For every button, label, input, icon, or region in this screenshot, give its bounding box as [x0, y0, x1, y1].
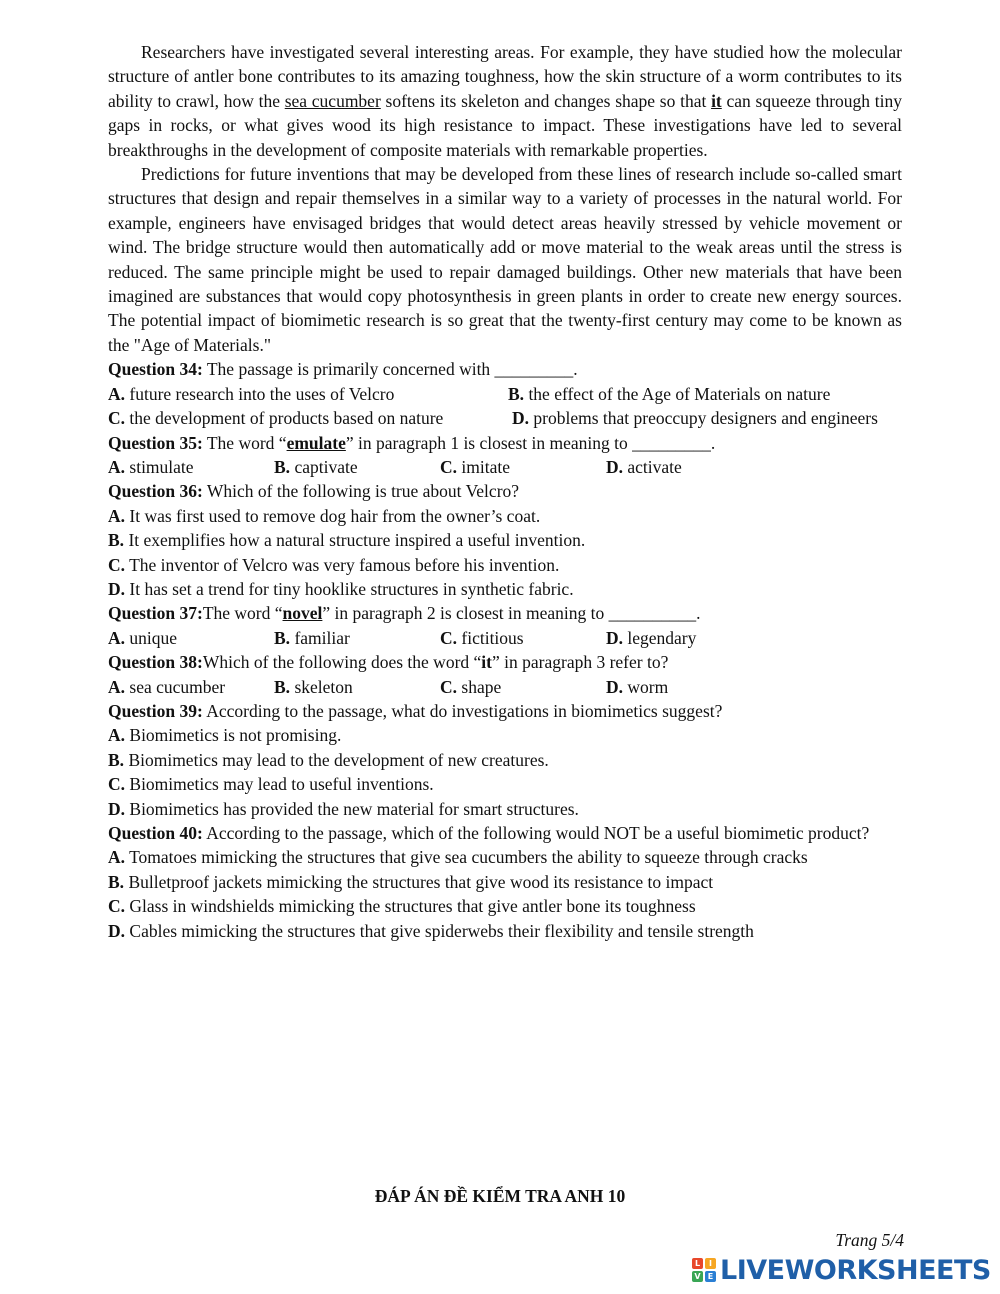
option-c[interactable]: C. The inventor of Velcro was very famous before his invention.: [108, 554, 560, 575]
question-40: Question 40: According to the passage, which of the following would NOT be a useful biomimetic product?: [108, 823, 870, 843]
liveworksheets-logo[interactable]: [692, 1254, 991, 1286]
logo-tile: L: [692, 1258, 703, 1269]
logo-tile: I: [705, 1258, 716, 1269]
option-d[interactable]: D. It has set a trend for tiny hooklike structures in synthetic fabric.: [108, 578, 574, 599]
question-37-options: [108, 626, 902, 650]
option-a[interactable]: A. Tomatoes mimicking the structures that give sea cucumbers the ability to squeeze through cracks: [108, 847, 808, 868]
option-c[interactable]: C. fictitious: [440, 627, 524, 648]
logo-text: LIVEWORKSHEETS: [720, 1254, 991, 1286]
option-b[interactable]: B. It exemplifies how a natural structure inspired a useful invention.: [108, 530, 586, 551]
page-number: Trang 5/4: [835, 1230, 904, 1250]
option-d[interactable]: D. legendary: [606, 627, 697, 648]
logo-tile: V: [692, 1271, 703, 1282]
option-a[interactable]: A. It was first used to remove dog hair from the owner’s coat.: [108, 505, 541, 526]
question-35-options: [108, 455, 902, 479]
option-a[interactable]: A. sea cucumber: [108, 676, 226, 697]
underlined-sea-cucumber: sea cucumber: [284, 90, 381, 111]
keyword-it: it: [481, 652, 492, 673]
option-c[interactable]: C. shape: [440, 676, 502, 697]
passage-paragraph-3: Researchers have investigated several interesting areas. For example, they have studied how the molecular structure of antler bone contributes to its amazing toughness, how the skin structure of a worm contributes to its ability to crawl, how the sea cucumber softens its skeleton and changes shape so that it can squeeze through tiny gaps in rocks, or what gives wood its high resistance to impact. These investigations have led to several breakthroughs in the development of composite materials with remarkable properties.: [108, 42, 903, 160]
option-c[interactable]: C. imitate: [440, 456, 510, 477]
option-b[interactable]: B. the effect of the Age of Materials on nature: [508, 383, 831, 404]
option-b[interactable]: B. Bulletproof jackets mimicking the structures that give wood its resistance to impact: [108, 871, 714, 892]
option-d[interactable]: D. activate: [606, 456, 682, 477]
option-c[interactable]: C. Glass in windshields mimicking the structures that give antler bone its toughness: [108, 896, 696, 917]
question-38: Question 38:Which of the following does the word “it” in paragraph 3 refer to?: [108, 652, 669, 673]
option-b[interactable]: B. familiar: [274, 627, 350, 648]
option-b[interactable]: B. skeleton: [274, 676, 353, 697]
option-a[interactable]: A. stimulate: [108, 456, 194, 477]
answer-key-title: ĐÁP ÁN ĐỀ KIỂM TRA ANH 10: [374, 1186, 626, 1206]
question-39: Question 39: According to the passage, what do investigations in biomimetics suggest?: [108, 700, 723, 721]
keyword-emulate: emulate: [286, 432, 346, 453]
option-d[interactable]: D. Biomimetics has provided the new material for smart structures.: [108, 798, 579, 819]
question-37: Question 37:The word “novel” in paragraph 2 is closest in meaning to __________.: [108, 603, 701, 624]
option-b[interactable]: B. Biomimetics may lead to the development of new creatures.: [108, 749, 549, 770]
question-34: Question 34: The passage is primarily concerned with _________.: [108, 359, 578, 380]
question-38-options: [108, 675, 902, 699]
question-36: Question 36: Which of the following is true about Velcro?: [108, 481, 520, 502]
option-a[interactable]: A. unique: [108, 627, 178, 648]
underlined-it: it: [711, 90, 722, 111]
worksheet-page: [108, 40, 902, 943]
option-a[interactable]: A. future research into the uses of Velcro: [108, 383, 395, 404]
option-a[interactable]: A. Biomimetics is not promising.: [108, 725, 342, 746]
option-d[interactable]: D. worm: [606, 676, 669, 697]
question-34-options-cd: [108, 406, 902, 430]
passage-paragraph-4: Predictions for future inventions that may be developed from these lines of research include so-called smart structures that design and repair themselves in a similar way to a variety of processes in the natural world. For example, engineers have envisaged bridges that would detect areas heavily stressed by vehicle movement or wind. The bridge structure would then automatically add or move material to the weak areas until the stress is reduced. The same principle might be used to repair damaged buildings. Other new materials that have been imagined are substances that would copy photosynthesis in green plants in order to create new energy sources. The potential impact of biomimetic research is so great that the twenty-first century may come to be known as the "Age of Materials.": [108, 164, 902, 355]
option-b[interactable]: B. captivate: [274, 456, 358, 477]
question-34-options-ab: [108, 382, 902, 406]
logo-tiles-icon: [692, 1258, 716, 1282]
option-c[interactable]: C. the development of products based on nature: [108, 408, 444, 429]
question-35: Question 35: The word “emulate” in paragraph 1 is closest in meaning to _________.: [108, 432, 716, 453]
logo-tile: E: [705, 1271, 716, 1282]
option-d[interactable]: D. problems that preoccupy designers and engineers: [512, 408, 878, 429]
option-c[interactable]: C. Biomimetics may lead to useful inventions.: [108, 774, 434, 795]
keyword-novel: novel: [282, 603, 323, 624]
option-d[interactable]: D. Cables mimicking the structures that give spiderwebs their flexibility and tensile strength: [108, 920, 754, 941]
